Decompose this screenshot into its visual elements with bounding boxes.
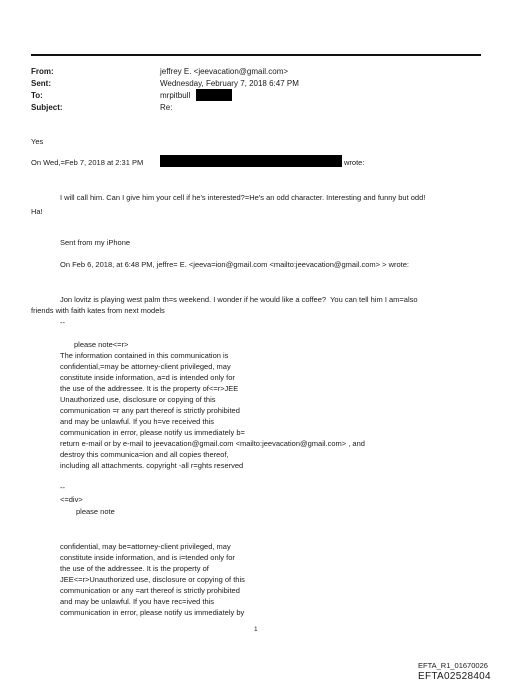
note1-line: the use of the addressee. It is the property of<=r>JEE <box>60 384 239 393</box>
note1-line: The information contained in this communication is <box>60 351 229 360</box>
div-tag: <=div> <box>60 495 83 504</box>
header-top-rule <box>31 54 481 56</box>
note2-line: communication or any =art thereof is strictly prohibited <box>60 586 240 595</box>
message-jon-line-1: Jon lovitz is playing west palm th=s weekend. I wonder if he would like a coffee? You can tell him I am=also <box>60 295 418 304</box>
note1-line: please note<=r> <box>74 340 129 349</box>
from-label: From: <box>31 67 54 76</box>
note1-line: destroy this communica=ion and all copies thereof, <box>60 450 229 459</box>
subject-value: Re: <box>160 103 173 112</box>
to-label: To: <box>31 91 43 100</box>
sent-value: Wednesday, February 7, 2018 6:47 PM <box>160 79 299 88</box>
please-note-2: please note <box>76 507 115 516</box>
from-value: jeffrey E. <jeevacation@gmail.com> <box>160 67 289 76</box>
note2-line: JEE<=r>Unauthorized use, disclosure or copying of this <box>60 575 245 584</box>
to-value: mrpitbull <box>160 91 191 100</box>
message-jon-line-2: friends with faith kates from next models <box>31 306 165 315</box>
note2-line: communication in error, please notify us immediately by <box>60 608 245 617</box>
note1-line: constitute inside information, a=d is intended only for <box>60 373 235 382</box>
reply-yes: Yes <box>31 137 44 146</box>
note1-line: communication =r any part thereof is strictly prohibited <box>60 406 240 415</box>
footer-id-1: EFTA_R1_01670026 <box>418 661 488 670</box>
subject-label: Subject: <box>31 103 63 112</box>
sent-from-iphone: Sent from my iPhone <box>60 238 131 247</box>
separator-dashes-1: -- <box>60 318 65 327</box>
page-number: 1 <box>254 626 258 633</box>
to-redaction <box>196 89 232 101</box>
sent-label: Sent: <box>31 79 51 88</box>
separator-dashes-2: -- <box>60 483 65 492</box>
note2-line: confidential, may be=attorney-client privileged, may <box>60 542 231 551</box>
note1-line: including all attachments. copyright -all r=ghts reserved <box>60 461 244 470</box>
note2-line: the use of the addressee. It is the property of <box>60 564 209 573</box>
note1-line: Unauthorized use, disclosure or copying of this <box>60 395 216 404</box>
message-ha: Ha! <box>31 207 43 216</box>
note1-line: and may be unlawful. If you h=ve received this <box>60 417 215 426</box>
sender-redaction <box>160 155 342 167</box>
note1-line: communication in error, please notify us immediately b= <box>60 428 245 437</box>
quote-header-wed: On Wed,=Feb 7, 2018 at 2:31 PM <box>31 158 144 167</box>
quote-header-wed-wrote: wrote: <box>344 158 365 167</box>
note2-line: and may be unlawful. If you have rec=ived this <box>60 597 215 606</box>
message-call-line: I will call him. Can I give him your cell if he's interested?=He's an odd character. Interesting and funny but odd! <box>60 193 426 202</box>
footer-id-2: EFTA02528404 <box>418 671 491 682</box>
quote-header-feb6: On Feb 6, 2018, at 6:48 PM, jeffre= E. <jeeva=ion@gmail.com <mailto:jeevacation@gmail.com> > wrote: <box>60 260 410 269</box>
note2-line: constitute inside information, and is i=tended only for <box>60 553 235 562</box>
note1-line: confidential,=may be attorney-client privileged, may <box>60 362 231 371</box>
note1-line: return e-mail or by e-mail to jeevacation@gmail.com <mailto:jeevacation@gmail.com> , and <box>60 439 365 448</box>
